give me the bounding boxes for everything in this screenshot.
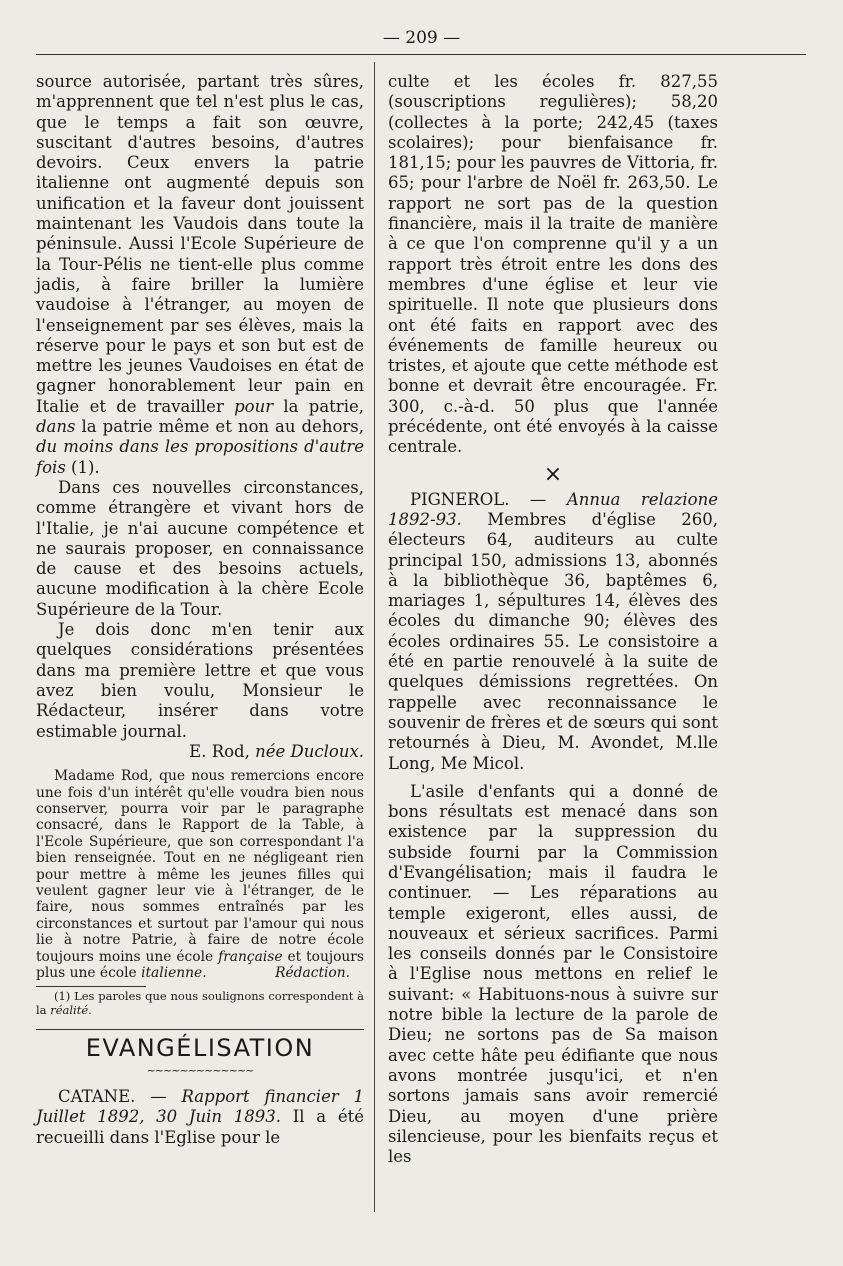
right-column	[388, 72, 718, 1167]
page-number: — 209 —	[382, 28, 461, 48]
left-column	[36, 72, 364, 1148]
section-ornament: ~~~~~~~~~~~~~	[146, 1063, 254, 1077]
footnote-rule	[36, 986, 146, 987]
section-rule	[36, 1029, 364, 1030]
paragraph-catane-continued: culte et les écoles fr. 827,55 (souscriptions regulières); 58,20 (collectes à la porte; 242,45 (taxes scolaires); pour bienfaisance fr. 181,15; pour les pauvres de Vittoria, fr. 65; pour l'arbre de Noël fr. 263,50. Le rapport ne sort pas de la question financière, mais il la traite de manière à ce que l'on comprenne qu'il y a un rapport très étroit entre les dons des membres d'une église et leur vie spirituelle. Il note que plusieurs dons ont été faits en rapport avec des événements de famille heureux ou tristes, et ajoute que cette méthode est bonne et devrait être encouragée. Fr. 300, c.-à-d. 50 plus que l'année précédente, ont été envoyés à la caisse centrale.	[388, 72, 718, 457]
paragraph-pignerol: PIGNEROL. — Annua relazione 1892-93. Membres d'église 260, électeurs 64, auditeurs au culte principal 150, admissions 13, abonnés à la bibliothèque 36, baptêmes 6, mariages 1, sépultures 14, élèves des écoles du dimanche 90; élèves des écoles ordinaires 55. Le consistoire a été en partie renouvelé à la suite de quelques démissions regrettées. On rappelle avec reconnaissance le souvenir de frères et de sœurs qui sont retournés à Dieu, M. Avondet, M.lle Long, Me Micol.	[388, 489, 718, 773]
editor-note: Madame Rod, que nous remercions encore une fois d'un intérêt qu'elle voudra bien nous conserver, pourra voir par le paragraphe consacré, dans le Rapport de la Table, à l'Ecole Supérieure, que son correspondant l'a bien renseignée. Tout en ne négligeant rien pour mettre à même les jeunes filles qui veulent gagner leur vie à l'étranger, de le faire, nous sommes entraînés par les circonstances et surtout par l'amour qui nous lie à notre Patrie, à faire de notre école toujours moins une école française et toujours plus une école italienne. Rédaction.	[36, 768, 364, 981]
column-divider	[374, 62, 375, 1212]
cross-separator-icon: ×	[543, 461, 563, 487]
paragraph-catane: CATANE. — Rapport financier 1 Juillet 1892, 30 Juin 1893. Il a été recueilli dans l'Eglise pour le	[36, 1086, 365, 1147]
paragraph-considerations: Je dois donc m'en tenir aux quelques considérations présentées dans ma première lettre et que vous avez bien voulu, Monsieur le Rédacteur, insérer dans votre estimable journal.	[36, 620, 364, 741]
paragraph-continuation: source autorisée, partant très sûres, m'apprennent que tel n'est plus le cas, que le temps a fait son œuvre, suscitant d'autres besoins, d'autres devoirs. Ceux envers la patrie italienne ont augmenté depuis son unification et la faveur dont jouissent maintenant les Vaudois dans toute la péninsule. Aussi l'Ecole Supérieure de la Tour-Pélis ne tient-elle plus comme jadis, à faire briller la lumière vaudoise à l'étranger, au moyen de l'enseignement par ses élèves, mais la réserve pour le pays et son but est de mettre les jeunes Vaudoises en état de gagner honorablement leur pain en Italie et de travailler pour la patrie, dans la patrie même et non au dehors, du moins dans les propositions d'autre fois (1).	[36, 72, 364, 477]
paragraph-asile: L'asile d'enfants qui a donné de bons résultats est menacé dans son existence par la suppression du subside fourni par la Commission d'Evangélisation; mais il faudra le continuer. — Les réparations au temple exigeront, elles aussi, de nouveaux et sérieux sacrifices. Parmi les conseils donnés par le Consistoire à l'Eglise nous mettons en relief le suivant: « Habituons-nous à suivre sur notre bible la lecture de la parole de Dieu; ne sortons pas de Sa maison avec cette hâte peu édifiante que nous avons montrée jusqu'ici, et n'en sortons jamais sans avoir remercié Dieu, au moyen d'une prière silencieuse, pour les bienfaits reçus et les	[388, 781, 718, 1167]
editor-signature: Rédaction.	[275, 964, 350, 981]
footnote: (1) Les paroles que nous soulignons correspondent à la réalité.	[36, 989, 364, 1017]
paragraph-circumstances: Dans ces nouvelles circonstances, comme étrangère et vivant hors de l'Italie, je n'ai aucune compétence et ne saurais proposer, en connaissance de cause et des besoins actuels, aucune modification à la chère Ecole Supérieure de la Tour.	[36, 477, 364, 619]
header-rule	[36, 54, 806, 55]
section-title: EVANGÉLISATION	[85, 1034, 315, 1063]
signature: E. Rod, née Ducloux.	[189, 741, 364, 761]
